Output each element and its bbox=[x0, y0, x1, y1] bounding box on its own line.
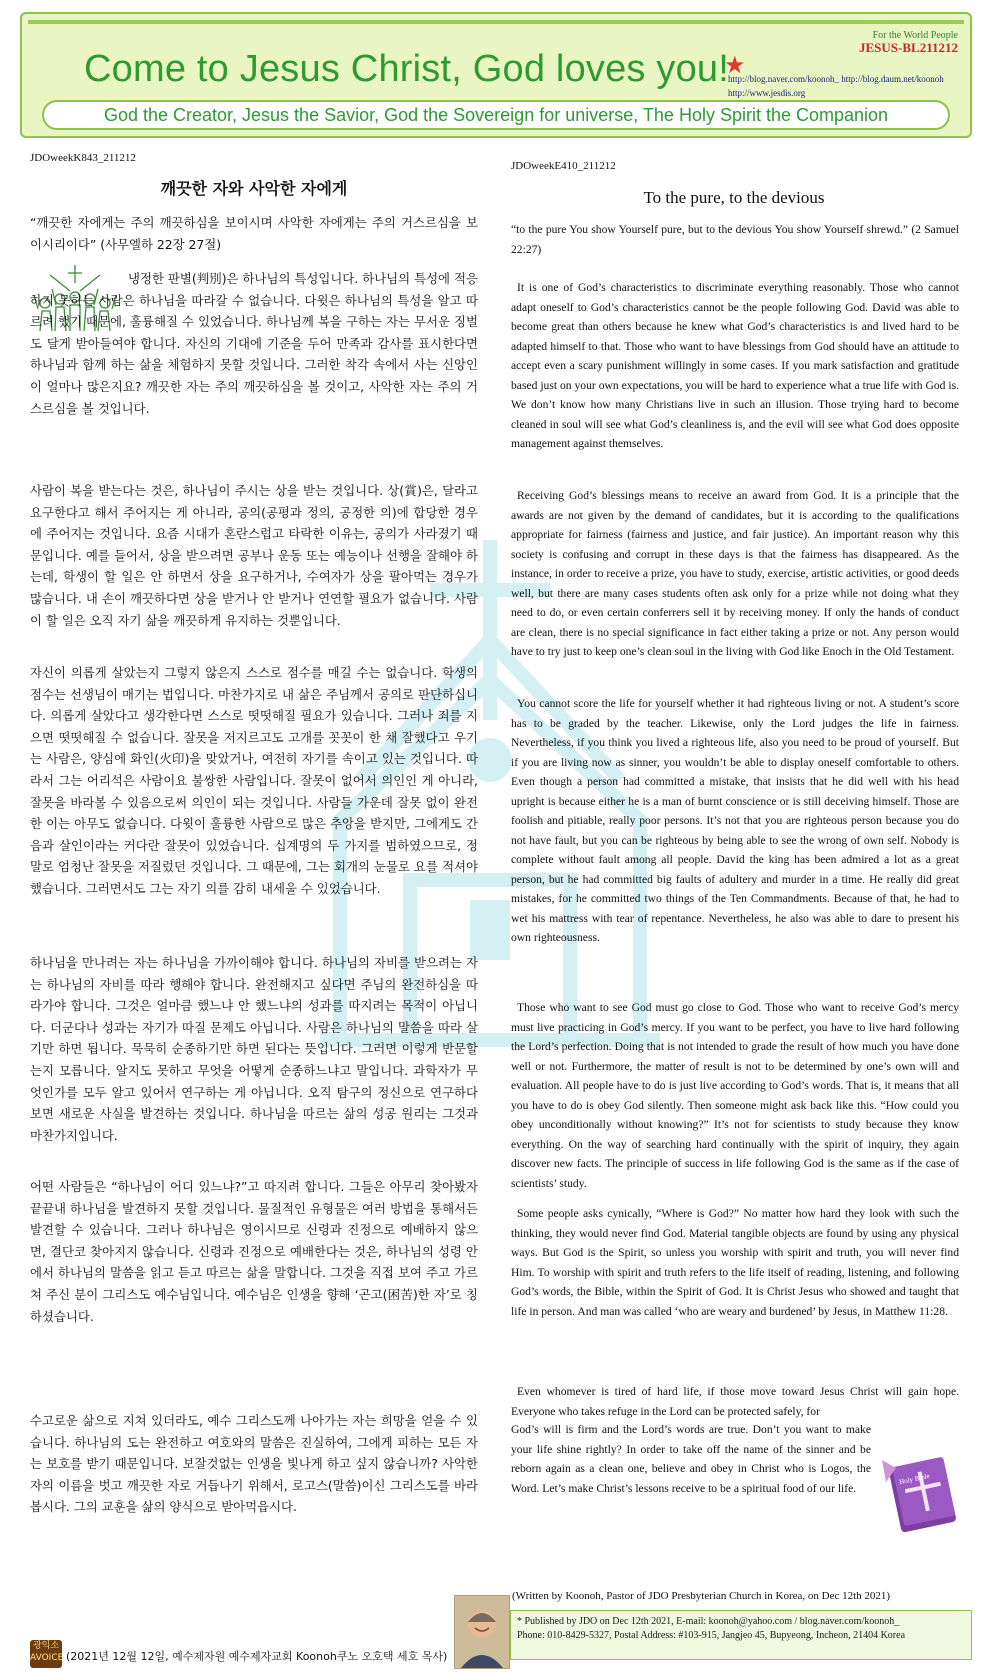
header-banner bbox=[20, 12, 972, 138]
author-portrait bbox=[454, 1595, 510, 1669]
avoice-logo bbox=[30, 1640, 62, 1668]
author-portrait-icon bbox=[455, 1596, 509, 1668]
bible-label: Holy Bible bbox=[898, 1471, 931, 1487]
korean-code: JDOweekK843_211212 bbox=[30, 152, 136, 164]
english-verse: “to the pure You show Yourself pure, but to the devious You show Yourself shrewd.” (2 Samuel 22:27) bbox=[511, 223, 959, 256]
bible-icon bbox=[876, 1448, 966, 1538]
footer-line-2: Phone: 010-8429-5327, Postal Address: #103-915, Jangjeo 45, Bupyeong, Incheon, 21404 Korea bbox=[517, 1630, 906, 1641]
english-paragraph-2: Receiving God’s blessings means to receive an award from God. It is a principle that the awards are not given by the demand of candidates, but it is according to the qualifications appropriate for fairness (fairness and justice, and fair justice). An important reason why this society is confusing and corrupt in these days is that the fairness has disappeared. As the instance, in order to receive a prize, you have to study, exercise, artistic activities, or good deeds well, but there are many cases students often ask only for a prize while not doing what they need to do, or even certain conferrers sell it by receiving money. If only the hands of conduct are clean, there is no special significance in fact either taking a prize or not. Any person would have to try just to keep one’s clean soul in the living with God like Enoch in the Old Testament. bbox=[511, 489, 959, 658]
korean-paragraph-6: 수고로운 삶으로 지쳐 있더라도, 예수 그리스도께 나아가는 자는 희망을 얻을 수 있습니다. 하나님의 도는 완전하고 여호와의 말씀은 진실하여, 그에게 피하는 모든 자는 보호를 받기 때문입니다. 보잘것없는 인생을 빛나게 하고 싶지 않습니까? 사악한 자의 이름을 벗고 깨끗한 자로 거듭나기 위해서, 로고스(말씀)이신 그리스도를 바라봅시다. 그의 교훈을 삶의 양식으로 받아먹읍시다. bbox=[30, 1413, 478, 1515]
banner-subtitle: God the Creator, Jesus the Savior, God the Sovereign for universe, The Holy Spirit the Companion bbox=[103, 105, 889, 125]
english-code: JDOweekE410_211212 bbox=[511, 160, 616, 172]
footer-line-1: * Published by JDO on Dec 12th 2021, E-mail: koonoh@yahoo.com / blog.naver.com/koonoh_ bbox=[517, 1616, 900, 1627]
banner-title: Come to Jesus Christ, God loves you! bbox=[84, 48, 730, 90]
english-paragraph-5: Some people asks cynically, “Where is God?” No matter how hard they look with such the thinking, they would never find God. Material tangible objects are found by using any physical ways. But God is the Spirit, so unless you worship with spirit and truth, you will never find Him. To worship with spirit and truth refers to the life itself of reading, listening, and following God’s words, the Bible, within the Spirit of God. It is Christ Jesus who showed and taught that life in person. And man was called ‘who are weary and burdened’ by Jesus, in Matthew 11:28. bbox=[511, 1207, 959, 1318]
korean-verse: “깨끗한 자에게는 주의 깨끗하심을 보이시며 사악한 자에게는 주의 거스르심을 보이시리이다” (사무엘하 22장 27절) bbox=[30, 215, 478, 252]
korean-signature: (2021년 12월 12일, 예수제자원 예수제자교회 Koonoh쿠노 오호택 세호 목사) bbox=[66, 1650, 448, 1663]
publisher-footer bbox=[510, 1610, 972, 1660]
star-icon: ★ bbox=[724, 53, 746, 79]
brand-tag bbox=[859, 30, 958, 54]
avoice-logo-bottom: AVOICE bbox=[30, 1653, 64, 1663]
subtitle-bar bbox=[42, 100, 950, 130]
blog-link-2[interactable]: http://www.jesdis.org bbox=[728, 88, 806, 98]
korean-title: 깨끗한 자와 사악한 자에게 bbox=[160, 179, 348, 198]
korean-paragraph-4: 하나님을 만나려는 자는 하나님을 가까이해야 합니다. 하나님의 자비를 받으려는 자는 하나님의 자비를 따라 행해야 합니다. 완전해지고 싶다면 주님의 완전하심을 따라가야 합니다. 그것은 얼마큼 했느냐 안 했느냐의 성과를 따지려는 목적이 아닙니다. 더군다나 성과는 자기가 따질 문제도 아닙니다. 사람은 하나님의 말씀을 따라 살기만 하면 됩니다. 묵묵히 순종하기만 하면 된다는 뜻입니다. 그러면 이렇게 반문할는지 모릅니다. 알지도 못하고 무엇을 어떻게 순종하느냐고 말입니다. 과학자가 무엇인가를 모두 알고 있어서 연구하는 게 아닙니다. 오직 탐구의 정신으로 연구하다 보면 새로운 사실을 발견하는 것입니다. 하나님을 따르는 삶의 성공 원리는 그것과 마찬가지입니다. bbox=[30, 955, 478, 1143]
english-byline: (Written by Koonoh, Pastor of JDO Presbyterian Church in Korea, on Dec 12th 2021) bbox=[512, 1590, 891, 1602]
tag-line-2: JESUS-BL211212 bbox=[859, 40, 958, 55]
english-paragraph-4: Those who want to see God must go close to God. Those who want to receive God’s mercy must live practicing in God’s mercy. If you want to be perfect, you have to live hard following the Lord’s perfection. Doing that is not intended to grade the result of how much you have done well or not. Furthermore, the matter of result is not to be determined by one’s own will and evaluation. All people have to do is just live according to God’s words. That is, it means that all you have to do is obey God silently. Then someone might ask back like this. “How could you obey unconditionally without knowing?” It’s not for scientists to study because they know everything. On the way of searching hard continually with the spirit of inquiry, they again discover new facts. The principle of success in life following God is the same as if the case of scientists’ study. bbox=[511, 1001, 959, 1190]
korean-paragraph-3: 자신이 의롭게 살았는지 그렇지 않은지 스스로 점수를 매길 수는 없습니다. 학생의 점수는 선생님이 매기는 법입니다. 마찬가지로 내 삶은 주님께서 공의로 판단하십니다. 의롭게 살았다고 생각한다면 스스로 떳떳해질 필요가 있습니다. 그러나 죄를 지으면 떳떳해질 수 없습니다. 잘못을 저지르고도 고개를 꼿꼿이 한 채 잘했다고 우기는 사람은, 양심에 화인(火印)을 맞았거나, 여전히 자기를 속이고 있는 것입니다. 따라서 그는 어리석은 사람이요 불쌍한 사람입니다. 잘못이 없어서 의인인 게 아니라, 잘못을 바라볼 수 있음으로써 의인이 되는 것입니다. 사람들 가운데 잘못 없이 완전한 이는 아무도 없습니다. 다윗이 훌륭한 사람으로 많은 추앙을 받지만, 그에게도 간음과 살인이라는 커다란 잘못이 있었습니다. 십계명의 두 가지를 범하였으므로, 정말로 엄청난 잘못을 저질렀던 것입니다. 그 때문에, 그는 회개의 눈물로 요를 적셔야 했습니다. 그러면서도 그는 자기 의를 감히 내세울 수 있었습니다. bbox=[30, 665, 478, 896]
english-paragraph-6a: Even whomever is tired of hard life, if those move toward Jesus Christ will gain hope. Everyone who takes refuge in the Lord can be protected safely, for bbox=[511, 1385, 959, 1418]
english-paragraph-3: You cannot score the life for yourself whether it had righteous living or not. A student’s score has to be graded by the teacher. Likewise, only the Lord judges the life in fairness. Nevertheless, if you think you lived a righteous life, also you need to be proud of yourself. But if you are living now as sinner, you wouldn’t be able to display oneself comfortable to others. Even though a person had committed a mistake, that insists that he did well with his head upright is because either he is a man of burnt conscience or is still deceiving himself. Those are foolish and pitiable, really poor persons. It’s not that you are righteous person because you do not have fault, but you can be righteous by being able to see the wrong of own self. Nobody is complete without fault among all people. David the king has been admired a lot as a great person, but he had committed big faults of adultery and murder in a time. He really did great mistakes, for he committed two things of the Ten Commandments. Because of that, he had to wet his mattress with tear of repentance. Nevertheless, he also was able to dare to present his own righteousness. bbox=[511, 697, 959, 944]
tag-line-1: For the World People bbox=[872, 30, 958, 41]
blog-links bbox=[728, 72, 944, 100]
blog-link-1[interactable]: http://blog.naver.com/koonoh_ http://blog.daum.net/koonoh bbox=[728, 74, 944, 84]
english-title: To the pure, to the devious bbox=[643, 188, 825, 207]
avoice-logo-top: 광익소 bbox=[32, 1641, 60, 1651]
korean-paragraph-1: 냉정한 판별(判別)은 하나님의 특성입니다. 하나님의 특성에 적응하지 못하는 사람은 하나님을 따라갈 수 없습니다. 다윗은 하나님의 특성을 알고 따르려 했기 때문에, 훌륭해질 수 있었습니다. 하나님께 복을 구하는 자는 무서운 징벌도 달게 받아들여야 합니다. 자신의 기대에 기준을 두어 만족과 감사를 표시한다면 하나님과 함께 하는 삶을 체험하지 못할 것입니다. 그러한 착각 속에서 사는 신앙인이 얼마나 많은지요? 깨끗한 자는 주의 깨끗하심을 볼 것이고, 사악한 자는 주의 거스르심을 볼 것입니다. bbox=[30, 271, 478, 416]
korean-paragraph-2: 사람이 복을 받는다는 것은, 하나님이 주시는 상을 받는 것입니다. 상(賞)은, 달라고 요구한다고 해서 주어지는 게 아니라, 공의(공평과 정의, 공정한 의)에 합당한 경우에 주어지는 것입니다. 요즘 시대가 혼란스럽고 타락한 이유는, 공의가 사라졌기 때문입니다. 예를 들어서, 상을 받으려면 공부나 운동 또는 예능이나 선행을 잘해야 하는데, 학생이 할 일은 안 하면서 상을 요구하거나, 수여자가 상을 팔아먹는 경우가 많습니다. 내 손이 깨끗하다면 상을 받거나 안 받거나 연연할 필요가 없습니다. 사람이 할 일은 오직 자기 삶을 깨끗하게 유지하는 것뿐입니다. bbox=[30, 483, 478, 628]
english-paragraph-1: It is one of God’s characteristics to discriminate everything reasonably. Those who cannot adapt oneself to God’s characteristics cannot be the people following God. David was able to become great than others because he knew what God’s characteristics is and lived hard to be adapted himself to that. Those who want to have blessings from God should have an attitude to accept even a scary punishment willingly in some cases. If you mark satisfaction and gratitude based just on your own expectations, you will be hard to experience what a true life with God is. We don’t know how many Christians live in such an illusion. Those trying hard to become cleaned in soul will see what God’s cleanliness is, and the evil will see what God does opposite management against themselves. bbox=[511, 281, 959, 450]
korean-paragraph-5: 어떤 사람들은 “하나님이 어디 있느냐?”고 따지려 합니다. 그들은 아무리 찾아봤자 끝끝내 하나님을 발견하지 못할 것입니다. 물질적인 유형물은 여러 방법을 통해서든 발견할 수 있습니다. 그러나 하나님은 영이시므로 신령과 진정으로 예배하지 않으면, 결단코 찾아지지 않습니다. 신령과 진정으로 예배한다는 것은, 하나님의 성령 안에서 하나님의 말씀을 읽고 듣고 따르는 삶을 말합니다. 그것을 직접 보여 주고 가르쳐 주신 분이 그리스도 예수님입니다. 예수님은 인생을 향해 ‘곤고(困苦)한 자’로 칭하셨습니다. bbox=[30, 1179, 478, 1324]
english-paragraph-6b: God’s will is firm and the Lord’s words are true. Don’t you want to make your life shine rightly? In order to take off the name of the sinner and be reborn again as a clean one, believe and obey in Christ who is Logos, the Word. Let’s make Christ’s lessons receive to be a spiritual food of our life. bbox=[511, 1423, 871, 1495]
header-top-rule bbox=[28, 20, 964, 24]
